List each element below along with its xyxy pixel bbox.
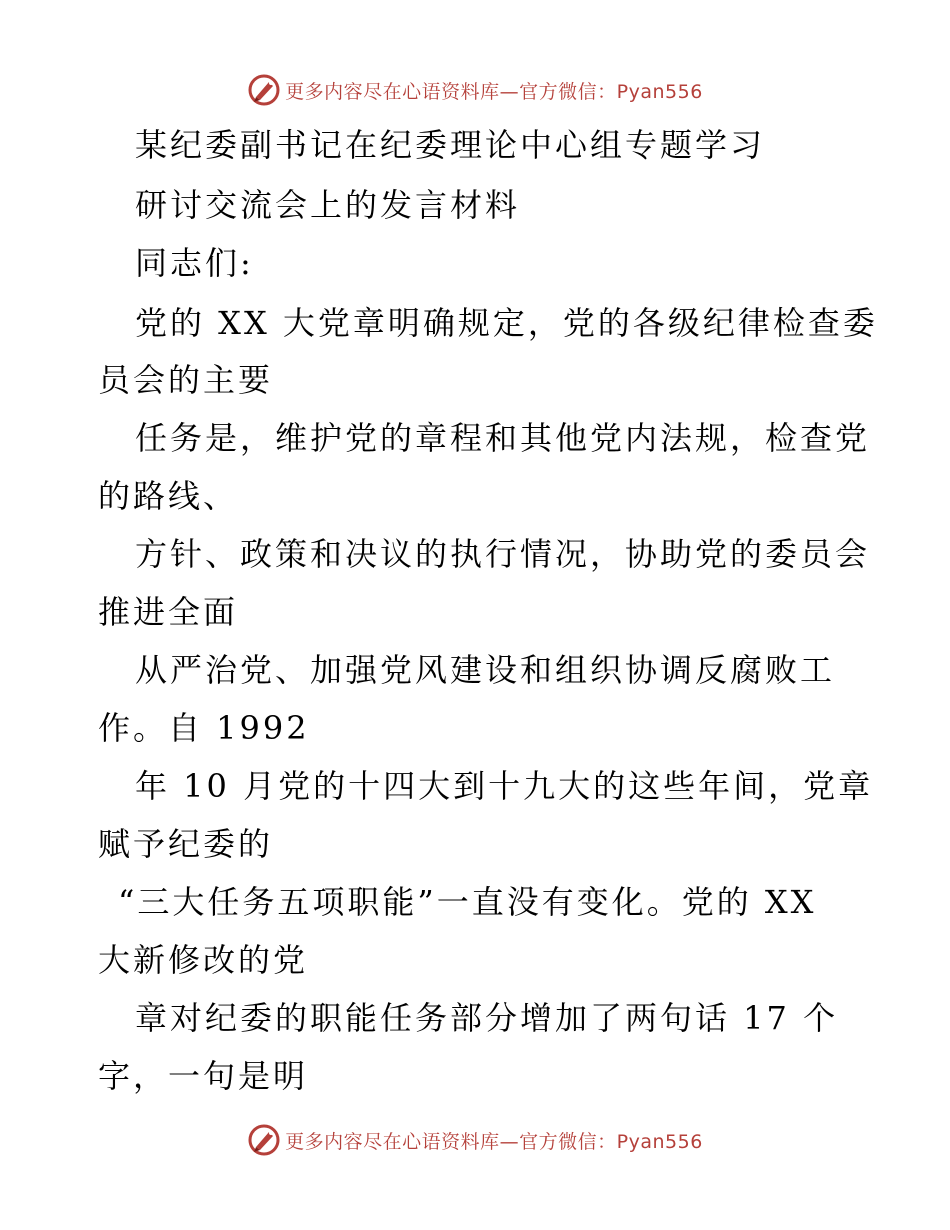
doc-text-line: 作。自 1992	[98, 709, 310, 747]
doc-title-line-2: 研讨交流会上的发言材料	[135, 186, 521, 224]
doc-text-line: 大新修改的党	[98, 941, 309, 979]
doc-text-line: 任务是，维护党的章程和其他党内法规，检查党	[135, 419, 871, 457]
pen-logo-icon	[247, 1123, 281, 1157]
doc-text-line: 从严治党、加强党风建设和组织协调反腐败工	[135, 651, 836, 689]
doc-text-line: 章对纪委的职能任务部分增加了两句话 17 个	[135, 999, 839, 1037]
footer-watermark-text: 更多内容尽在心语资料库—官方微信：Pyan556	[285, 1130, 703, 1153]
doc-text-line: 方针、政策和决议的执行情况，协助党的委员会	[135, 535, 871, 573]
doc-text-line: 字，一句是明	[98, 1057, 309, 1095]
doc-text-line: 年 10 月党的十四大到十九大的这些年间，党章	[135, 767, 874, 805]
doc-text-line: 的路线、	[98, 477, 239, 515]
doc-text-line: 党的 XX 大党章明确规定，党的各级纪律检查委	[135, 304, 878, 342]
doc-text-line: 赋予纪委的	[98, 825, 274, 863]
footer-watermark-banner	[0, 1120, 950, 1160]
doc-text-line: 员会的主要	[98, 361, 274, 399]
doc-title-line-1: 某纪委副书记在纪委理论中心组专题学习	[135, 126, 766, 164]
doc-salutation: 同志们:	[135, 244, 254, 282]
doc-text-line: “三大任务五项职能”一直没有变化。党的 XX	[118, 883, 817, 921]
header-watermark-text: 更多内容尽在心语资料库—官方微信：Pyan556	[285, 80, 703, 103]
doc-text-line: 推进全面	[98, 593, 239, 631]
